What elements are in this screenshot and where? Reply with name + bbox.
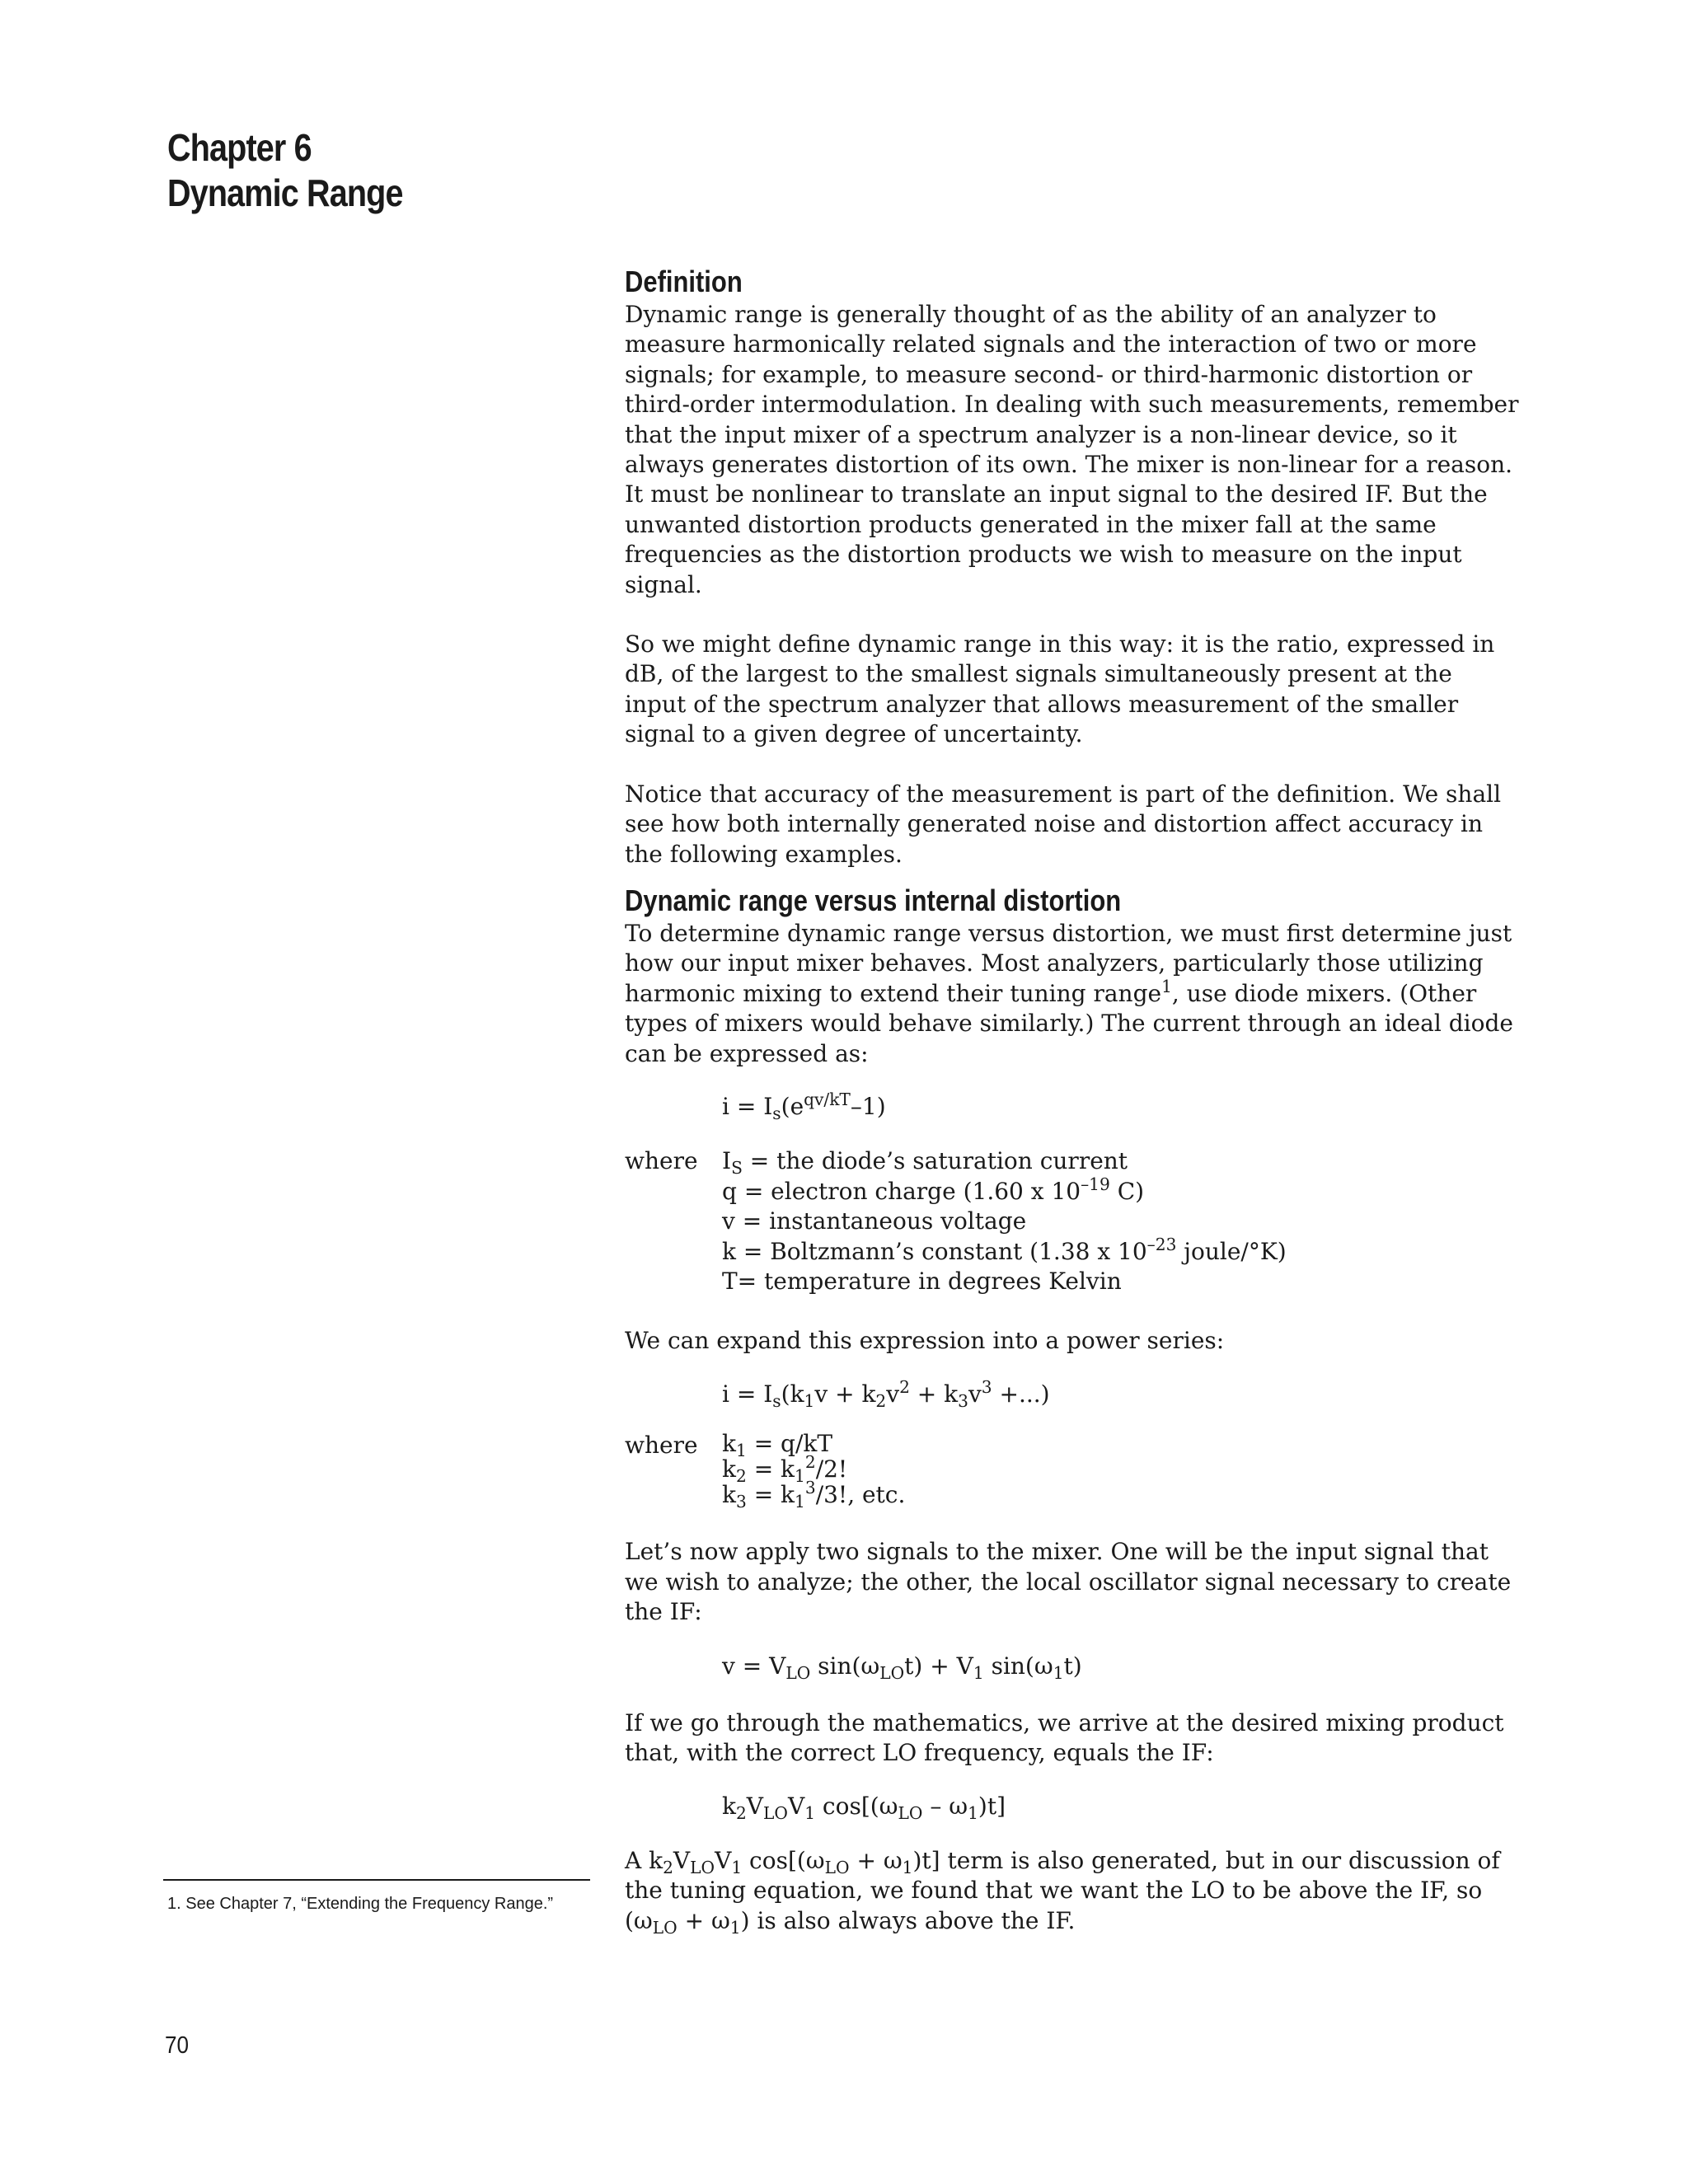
mathematics-paragraph: If we go through the mathematics, we arrive at the desired mixing product that, with the correct LO frequency, equals the IF: (625, 1708, 1504, 1767)
apply-signals-paragraph: Let’s now apply two signals to the mixer. One will be the input signal that we wish to analyze; the other, the local oscillator signal necessary to create the IF: (625, 1538, 1512, 1625)
where-label: where (625, 1147, 698, 1175)
mixing-product-equation: $k_2V_{LO}V_1$ $\cos[(\omega_{LO} - \omega_1)t]$ (722, 1792, 1006, 1823)
distortion-paragraph-1: To determine dynamic range versus distortion, we must first determine just how our input mixer behaves. Most analyzers, particularly those utilizing harmonic mixing to extend their tuning range$^1$, use diode mixers. (Other types of mixers would behave similarly.) The current through an ideal diode can be expressed as: (625, 919, 1513, 1067)
variable-list: $I_S$ = the diode’s saturation current q = electron charge (1.60 x $10^{-19}$ C) v = instantaneous voltage k = Boltzmann’s constant (1.38 x $10^{-23}$ joule/°K) T= temperature in degrees Kelvin (722, 1147, 1287, 1295)
definition-paragraph-2: So we might define dynamic range in this way: it is the ratio, expressed in dB, of the largest to the smallest signals simultaneously present at the input of the spectrum analyzer that allows measurement of the smaller signal to a given degree of uncertainty. (625, 630, 1495, 748)
page-number: 70 (165, 2032, 190, 2059)
definition-paragraph-3: Notice that accuracy of the measurement is part of the definition. We shall see how both internally generated noise and distortion affect accuracy in the following examples. (625, 780, 1502, 868)
footnote: 1. See Chapter 7, “Extending the Frequency Range.” (167, 1895, 554, 1913)
main-column (625, 264, 1519, 1936)
chapter-heading (167, 125, 403, 216)
footnote-ref: 1 (1161, 976, 1172, 996)
power-series-equation: $i = I_s(k_1v + k_2v^2 + k_3v^3$ +...) (722, 1376, 1050, 1411)
coefficient-list: $k_1 = q/kT$ $k_2 = k_1^2/2$! $k_3 = k_1^3/3$!, etc. (722, 1430, 906, 1512)
diode-equation: $i = I_s(e^{qv/kT}-1)$ (722, 1089, 886, 1123)
definition-paragraph-1: Dynamic range is generally thought of as the ability of an analyzer to measure harmonically related signals and the interaction of two or more signals; for example, to measure second- or third-harmonic distortion or third-order intermodulation. In dealing with such measurements, remember that the input mixer of a spectrum analyzer is a non-linear device, so it always generates distortion of its own. The mixer is non-linear for a reason. It must be nonlinear to translate an input signal to the desired IF. But the unwanted distortion products generated in the mixer fall at the same frequencies as the distortion products we wish to measure on the input signal. (625, 301, 1519, 598)
diode-variables (625, 1146, 1519, 1296)
coefficient-definitions (625, 1430, 1519, 1512)
input-signal-equation: $v = V_{LO}$ $\sin(\omega_{LO}t) + V_1$ $\sin(\omega_1t)$ (722, 1652, 1082, 1684)
footnote-rule (163, 1879, 590, 1881)
distortion-heading: Dynamic range versus internal distortion (625, 883, 1122, 917)
where-label-2: where (625, 1432, 698, 1460)
chapter-title: Dynamic Range (167, 171, 403, 214)
definition-heading: Definition (625, 265, 743, 298)
sum-term-paragraph: A $k_2V_{LO}V_1$ $\cos[(\omega_{LO} + \omega_1)t]$ term is also generated, but in our discussion of the tuning equation, we found that we want the LO to be above the IF, so $(\omega_{LO} + \omega_1)$ is also always above the IF. (625, 1847, 1500, 1938)
chapter-number: Chapter 6 (167, 126, 312, 169)
expand-paragraph: We can expand this expression into a power series: (625, 1327, 1225, 1355)
